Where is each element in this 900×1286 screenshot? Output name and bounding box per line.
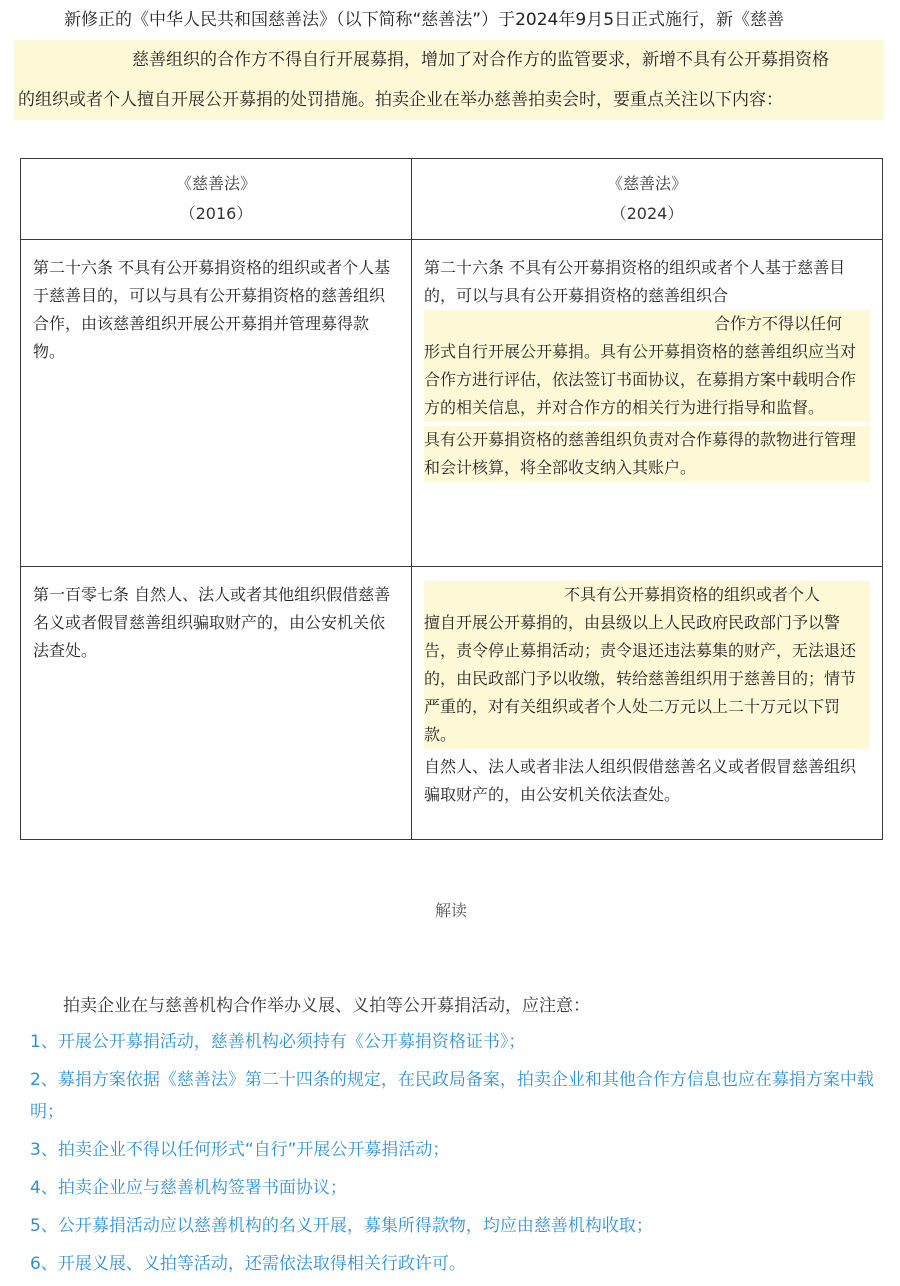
article-107-2016-text: 第一百零七条 自然人、法人或者其他组织假借慈善名义或者假冒慈善组织骗取财产的，由公安机关依法查处。	[33, 585, 391, 660]
article-26-2024-highlight-indent: 合作方不得以任何	[424, 310, 870, 338]
header-2024-year: （2024）	[610, 204, 684, 223]
cell-2024-article-107	[412, 567, 883, 840]
list-item: 3、拍卖企业不得以任何形式“自行”开展公开募捐活动；	[30, 1140, 450, 1160]
header-2016-title: 《慈善法》	[175, 174, 256, 193]
header-2024-title: 《慈善法》	[606, 174, 687, 193]
article-107-2024-highlight-body: 擅自开展公开募捐的，由县级以上人民政府民政部门予以警告，责令停止募捐活动；责令退还违法募集的财产，无法退还的，由民政部门予以收缴，转给慈善组织用于慈善目的；情节严重的，对有关组织或者个人处二万元以上二十万元以下罚款。	[424, 609, 870, 749]
header-2024	[412, 159, 883, 240]
article-26-2024-highlight-body: 形式自行开展公开募捐。具有公开募捐资格的慈善组织应当对合作方进行评估，依法签订书面协议，在募捐方案中载明合作方的相关信息，并对合作方的相关行为进行指导和监督。	[424, 338, 870, 422]
intro-paragraph	[18, 0, 884, 120]
intro-line-2: 慈善组织的合作方不得自行开展募捐，增加了对合作方的监管要求，新增不具有公开募捐资格	[132, 50, 829, 70]
article-26-2024-text: 第二十六条 不具有公开募捐资格的组织或者个人基于慈善目的，可以与具有公开募捐资格的慈善组织合	[424, 258, 846, 305]
notes-list	[30, 1026, 880, 1286]
notes-lead: 拍卖企业在与慈善机构合作举办义展、义拍等公开募捐活动，应注意：	[63, 996, 590, 1016]
table-row	[21, 567, 883, 840]
article-107-2024-highlight-indent: 不具有公开募捐资格的组织或者个人	[424, 581, 870, 609]
section-heading	[419, 898, 483, 924]
article-26-2016-text: 第二十六条 不具有公开募捐资格的组织或者个人基于慈善目的，可以与具有公开募捐资格的慈善组织合作，由该慈善组织开展公开募捐并管理募得款物。	[33, 258, 391, 361]
list-item: 6、开展义展、义拍等活动，还需依法取得相关行政许可。	[30, 1254, 466, 1274]
cell-2016-article-107	[21, 567, 412, 840]
comparison-table	[20, 158, 883, 840]
table-row	[21, 240, 883, 567]
list-item: 5、公开募捐活动应以慈善机构的名义开展，募集所得款物，均应由慈善机构收取；	[30, 1216, 653, 1236]
header-2016-year: （2016）	[179, 204, 253, 223]
list-item: 1、开展公开募捐活动，慈善机构必须持有《公开募捐资格证书》；	[30, 1032, 526, 1052]
header-2016	[21, 159, 412, 240]
intro-line-1: 新修正的《中华人民共和国慈善法》（以下简称“慈善法”）于2024年9月5日正式施行，新《慈善	[64, 10, 785, 30]
article-26-2024-highlight-para2: 具有公开募捐资格的慈善组织负责对合作募得的款物进行管理和会计核算，将全部收支纳入其账户。	[424, 426, 870, 482]
intro-highlight-block	[14, 40, 884, 120]
list-item: 4、拍卖企业应与慈善机构签署书面协议；	[30, 1178, 347, 1198]
cell-2024-article-26	[412, 240, 883, 567]
list-item: 2、募捐方案依据《慈善法》第二十四条的规定，在民政局备案，拍卖企业和其他合作方信息也应在募捐方案中载明；	[30, 1070, 874, 1122]
intro-line-3: 的组织或者个人擅自开展公开募捐的处罚措施。拍卖企业在举办慈善拍卖会时，要重点关注以下内容：	[18, 90, 783, 110]
cell-2016-article-26	[21, 240, 412, 567]
article-107-2024-text: 自然人、法人或者非法人组织假借慈善名义或者假冒慈善组织骗取财产的，由公安机关依法查处。	[424, 757, 857, 804]
section-heading-text: 解读	[434, 901, 467, 920]
